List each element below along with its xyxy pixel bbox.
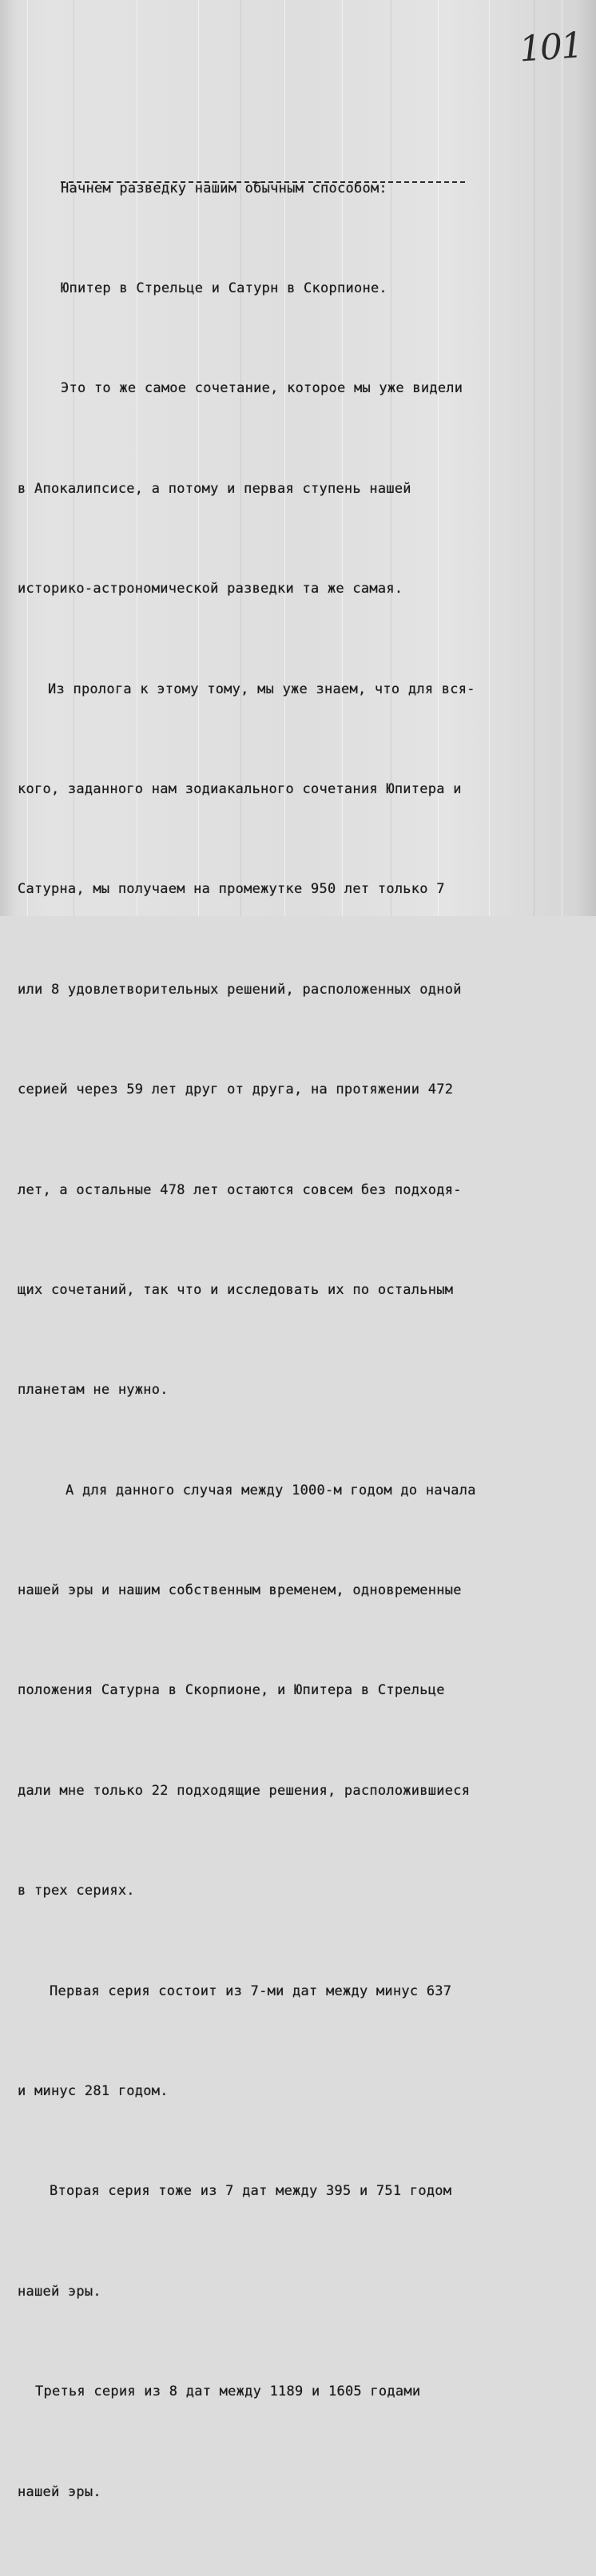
text-line: положения Сатурна в Скорпионе, и Юпитера в Стрельце [18,1682,445,1699]
text-line: Третья серия из 8 дат между 1189 и 1605 годами [35,2383,421,2400]
text-line: Первая серия состоит из 7-ми дат между минус 637 [50,1983,452,1999]
text-line: щих сочетаний, так что и исследовать их по остальным [18,1281,454,1298]
text-line: и минус 281 годом. [18,2083,169,2100]
text-line: в трех сериях. [18,1883,135,1899]
text-line: Сатурна, мы получаем на промежутке 950 лет только 7 [18,881,445,898]
text-line: нашей эры и нашим собственным временем, одновременные [18,1582,462,1599]
text-line: Из пролога к этому тому, мы уже знаем, что для вся- [48,681,475,697]
text-line: лет, а остальные 478 лет остаются совсем без подходя- [18,1181,462,1198]
text-line: кого, заданного нам зодиакального сочетания Юпитера и [18,780,462,797]
typed-text [18,105,586,2576]
text-line: нашей эры. [18,2283,101,2300]
text-line: историко-астрономической разведки та же самая. [18,581,403,597]
text-line: Начнем разведку нашим обычным способом: [61,180,387,196]
text-line: Вторая серия тоже из 7 дат между 395 и 751 годом [50,2183,452,2200]
text-line: нашей эры. [18,2483,101,2500]
text-line: дали мне только 22 подходящие решения, расположившиеся [18,1782,471,1799]
text-line: А для данного случая между 1000-м годом до начала [66,1482,476,1498]
text-line: в Апокалипсисе, а потому и первая ступень нашей [18,480,411,497]
page-number: 101 [518,25,583,70]
text-line: или 8 удовлетворительных решений, расположенных одной [18,981,462,998]
text-line: серией через 59 лет друг от друга, на протяжении 472 [18,1082,454,1098]
text-line: планетам не нужно. [18,1382,169,1399]
text-line: Это то же самое сочетание, которое мы уже видели [61,380,463,397]
text-line: Юпитер в Стрельце и Сатурн в Скорпионе. [61,280,387,296]
